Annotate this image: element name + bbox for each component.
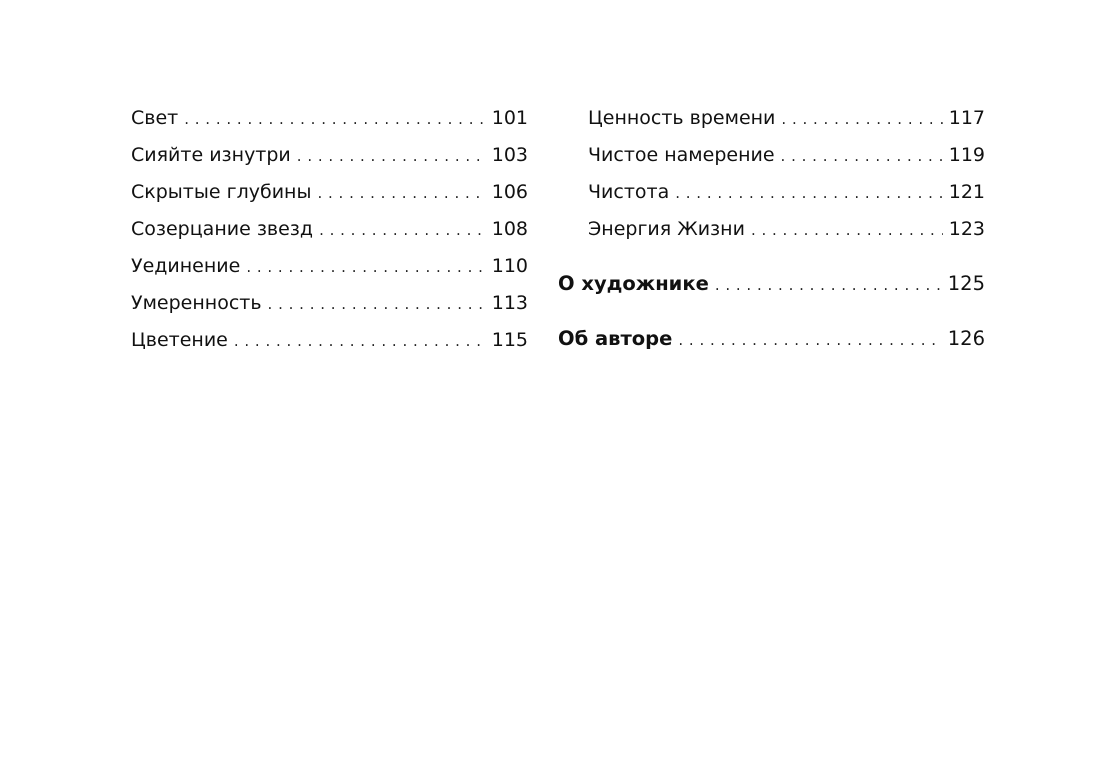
toc-leader-dots [297,138,486,175]
toc-entry-title: Уединение [131,255,241,277]
toc-entry-page: 119 [948,144,985,166]
toc-leader-dots [319,212,486,249]
toc-leader-dots [246,249,485,286]
toc-entry[interactable] [558,137,985,174]
toc-left-column [131,100,528,359]
toc-entry[interactable] [131,100,528,137]
toc-leader-dots [184,101,486,138]
toc-entry-title: Созерцание звезд [131,218,314,240]
toc-section-page: 126 [947,327,985,350]
toc-entry[interactable] [558,100,985,137]
toc-entry[interactable] [131,322,528,359]
toc-entry-title: Сияйте изнутри [131,144,291,166]
toc-section-entry[interactable] [558,265,985,302]
toc-entry-title: Чистота [588,181,670,203]
toc-entry-page: 113 [491,292,528,314]
toc-entry[interactable] [131,174,528,211]
toc-entry-title: Энергия Жизни [588,218,745,240]
toc-entry-title: Ценность времени [588,107,776,129]
toc-leader-dots [781,101,942,138]
toc-entry-page: 115 [491,329,528,351]
toc-entry[interactable] [558,174,985,211]
toc-entry-page: 101 [491,107,528,129]
toc-entry-title: Цветение [131,329,228,351]
toc-entry[interactable] [131,285,528,322]
toc-entry-page: 103 [491,144,528,166]
toc-entry-page: 117 [948,107,985,129]
toc-section-entry[interactable] [558,320,985,357]
toc-right-column [558,100,985,357]
toc-entry-page: 108 [491,218,528,240]
toc-entry-title: Скрытые глубины [131,181,312,203]
toc-leader-dots [234,323,486,360]
toc-entry[interactable] [131,248,528,285]
toc-leader-dots [751,212,943,249]
toc-leader-dots [317,175,485,212]
toc-entry-title: Свет [131,107,179,129]
toc-entry[interactable] [131,137,528,174]
toc-entry-title: Чистое намерение [588,144,775,166]
toc-section-title: Об авторе [558,327,673,350]
toc-leader-dots [678,322,941,359]
toc-section-page: 125 [947,272,985,295]
toc-entry-page: 121 [948,181,985,203]
toc-entry[interactable] [131,211,528,248]
toc-leader-dots [268,286,486,323]
toc-leader-dots [675,175,943,212]
toc-entry[interactable] [558,211,985,248]
toc-leader-dots [781,138,943,175]
toc-entry-page: 123 [948,218,985,240]
toc-entry-page: 110 [491,255,528,277]
toc-entry-title: Умеренность [131,292,262,314]
toc-entry-page: 106 [491,181,528,203]
toc-section-title: О художнике [558,272,709,295]
toc-leader-dots [715,267,942,304]
